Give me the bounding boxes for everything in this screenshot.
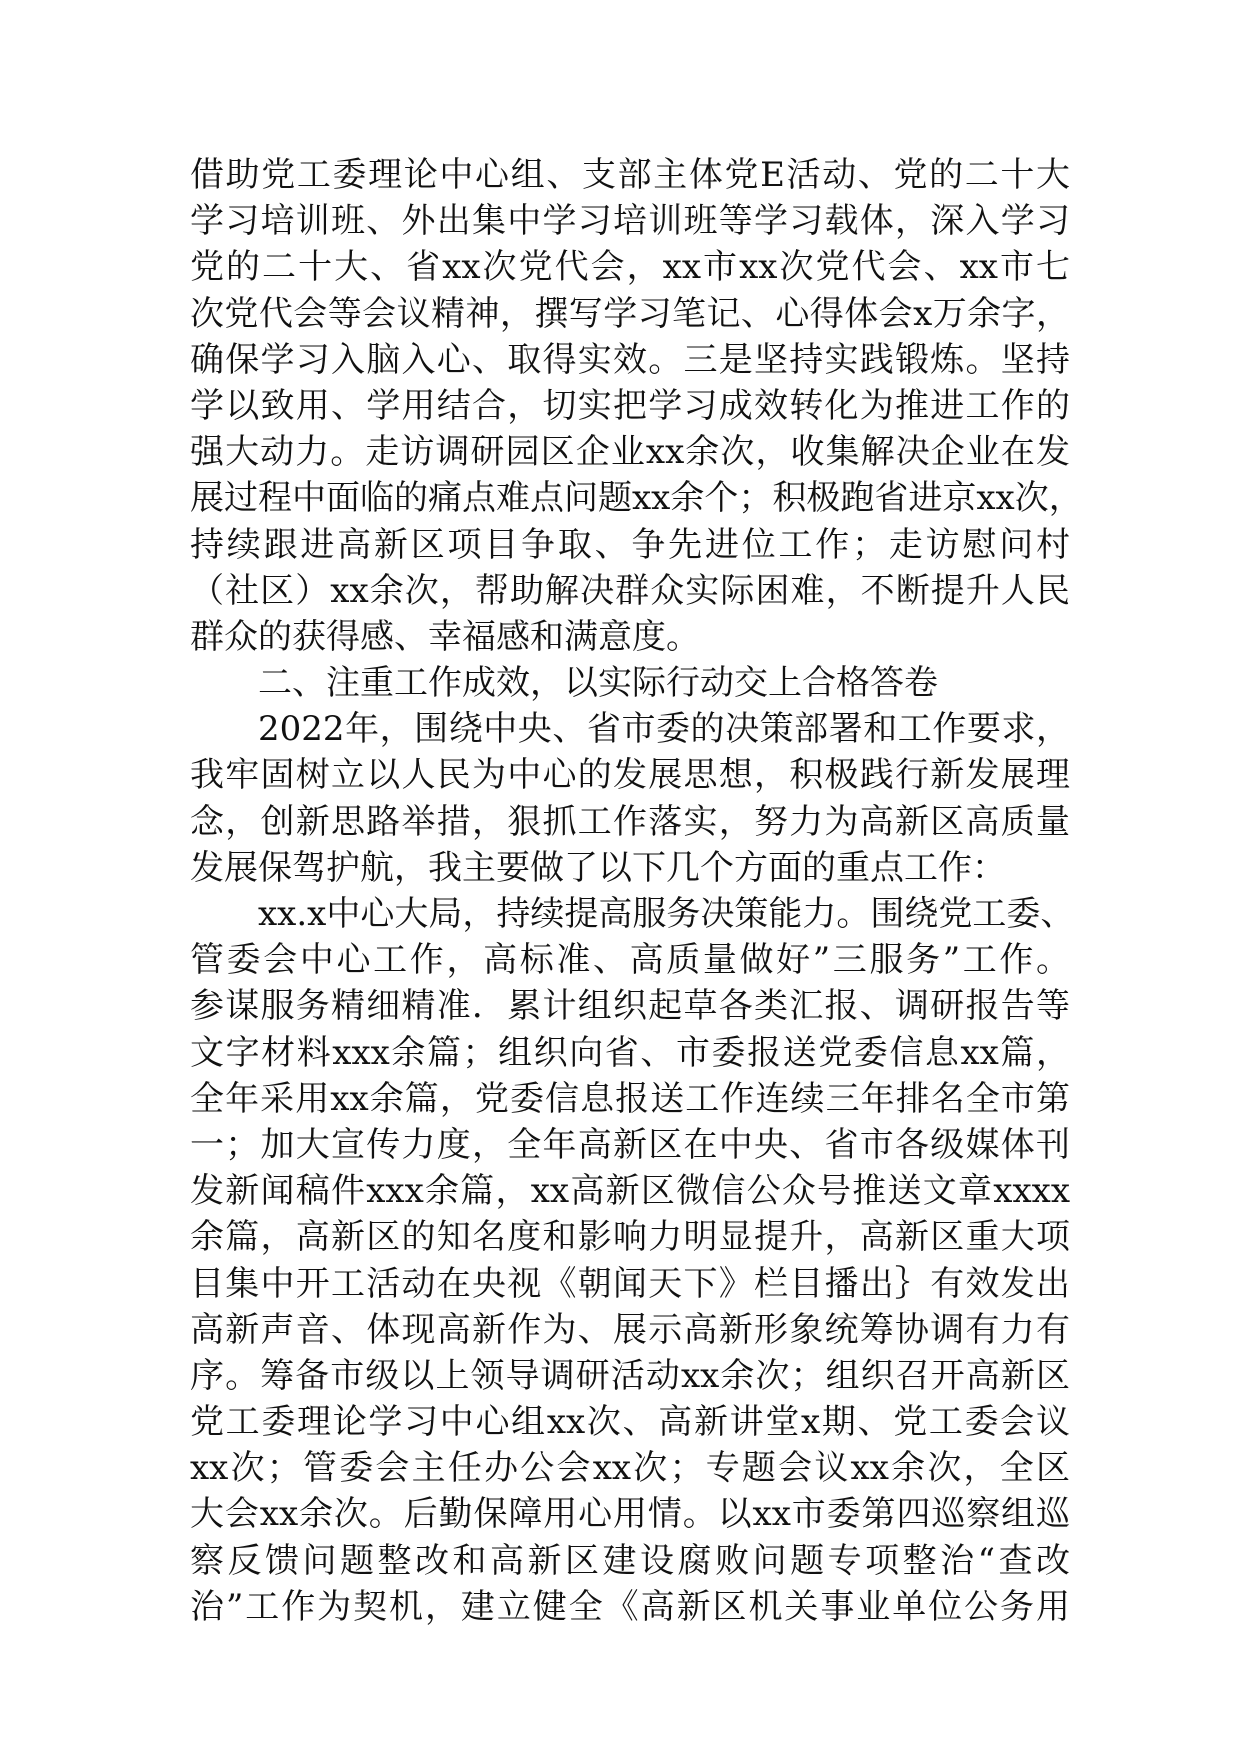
text-line: 借助党工委理论中心组、支部主体党E活动、党的二十大: [190, 155, 1070, 195]
text-line: 我牢固树立以人民为中心的发展思想，积极践行新发展理: [190, 755, 1070, 796]
text-line: 党的二十大、省xx次党代会，xx市xx次党代会、xx市七: [190, 247, 1070, 288]
text-line: 管委会中心工作，高标准、高质量做好”三服务”工作。: [190, 940, 1070, 981]
text-line: 发新闻稿件xxx余篇，xx高新区微信公众号推送文章xxxx: [190, 1171, 1070, 1212]
text-line: xx.x中心大局，持续提高服务决策能力。围绕党工委、: [258, 894, 1075, 934]
text-line: 序。筹备市级以上领导调研活动xx余次；组织召开高新区: [190, 1355, 1070, 1396]
text-line: 强大动力。走访调研园区企业xx余次，收集解决企业在发: [190, 432, 1070, 473]
text-line: 高新声音、体现高新作为、展示高新形象统筹协调有力有: [190, 1309, 1070, 1350]
text-line: （社区）xx余次，帮助解决群众实际困难，不断提升人民: [190, 570, 1070, 611]
text-line: 次党代会等会议精神，撰写学习笔记、心得体会x万余字，: [190, 293, 1070, 334]
text-line: 二、注重工作成效，以实际行动交上合格答卷: [258, 663, 938, 704]
text-line: 目集中开工活动在央视《朝闻天下》栏目播出｝有效发出: [190, 1263, 1070, 1304]
text-line: 察反馈问题整改和高新区建设腐败问题专项整治“查改: [190, 1540, 1070, 1581]
text-line: 党工委理论学习中心组xx次、高新讲堂x期、党工委会议: [190, 1402, 1070, 1443]
text-line: 余篇，高新区的知名度和影响力明显提升，高新区重大项: [190, 1217, 1070, 1258]
text-line: 全年采用xx余篇，党委信息报送工作连续三年排名全市第: [190, 1078, 1070, 1119]
text-line: 文字材料xxx余篇；组织向省、市委报送党委信息xx篇，: [190, 1032, 1070, 1073]
text-line: 学习培训班、外出集中学习培训班等学习载体，深入学习: [190, 201, 1070, 242]
document-body: [190, 152, 1083, 1630]
text-line: 展过程中面临的痛点难点问题xx余个；积极跑省进京xx次，: [190, 478, 1083, 519]
text-line: 大会xx余次。后勤保障用心用情。以xx市委第四巡察组巡: [190, 1494, 1070, 1535]
text-line: 持续跟进高新区项目争取、争先进位工作；走访慰问村: [190, 524, 1070, 565]
text-line: 确保学习入脑入心、取得实效。三是坚持实践锻炼。坚持: [190, 339, 1070, 380]
text-line: 2022年，围绕中央、省市委的决策部署和工作要求，: [258, 709, 1070, 750]
text-line: 治”工作为契机，建立健全《高新区机关事业单位公务用: [190, 1586, 1070, 1627]
text-line: xx次；管委会主任办公会xx次；专题会议xx余次，全区: [190, 1448, 1070, 1489]
text-line: 一；加大宣传力度，全年高新区在中央、省市各级媒体刊: [190, 1124, 1070, 1165]
text-line: 参谋服务精细精准．累计组织起草各类汇报、调研报告等: [190, 986, 1070, 1027]
text-line: 群众的获得感、幸福感和满意度。: [190, 616, 700, 657]
text-line: 发展保驾护航，我主要做了以下几个方面的重点工作：: [190, 847, 1006, 888]
text-line: 念，创新思路举措，狠抓工作落实，努力为高新区高质量: [190, 801, 1070, 842]
text-line: 学以致用、学用结合，切实把学习成效转化为推进工作的: [190, 385, 1070, 426]
